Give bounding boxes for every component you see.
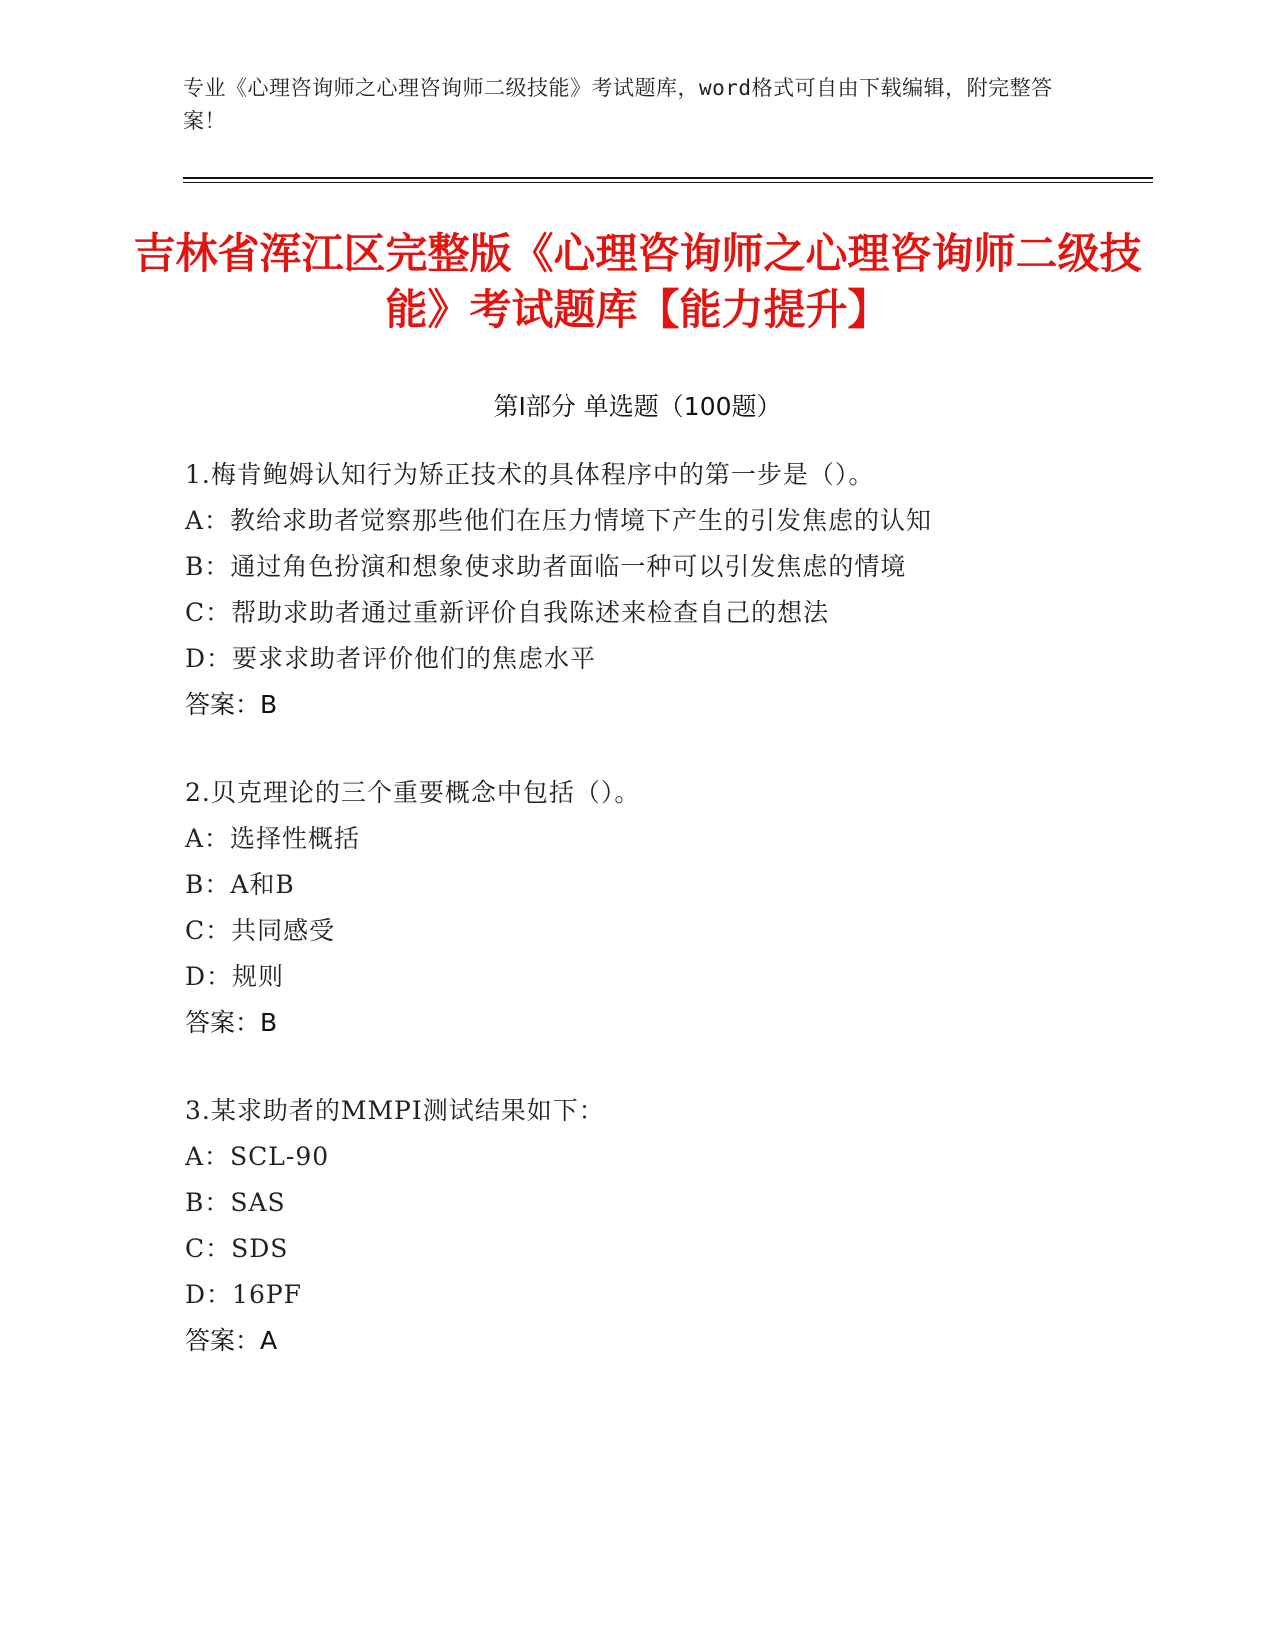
option-b: B：SAS [185,1188,286,1217]
question-3 [185,1088,1105,1364]
option-a: A：SCL-90 [185,1142,330,1171]
section-title: 第I部分 单选题（100题） [493,392,782,421]
document-title: 吉林省浑江区完整版《心理咨询师之心理咨询师二级技能》考试题库【能力提升】 [133,229,1142,334]
answer: 答案：B [185,690,278,719]
answer: 答案：B [185,1008,278,1037]
question-stem: 3.某求助者的MMPI测试结果如下： [185,1096,605,1125]
option-b: B：A和B [185,870,295,899]
header-divider-thin [183,182,1153,183]
answer: 答案：A [185,1326,278,1355]
option-a: A：选择性概括 [185,824,361,853]
option-a: A：教给求助者觉察那些他们在压力情境下产生的引发焦虑的认知 [185,506,933,535]
header-note: 专业《心理咨询师之心理咨询师二级技能》考试题库，word格式可自由下载编辑，附完整答案！ [183,76,1053,133]
option-c: C：共同感受 [185,916,336,945]
question-stem: 1.梅肯鲍姆认知行为矫正技术的具体程序中的第一步是（）。 [185,460,875,489]
option-d: D：要求求助者评价他们的焦虑水平 [185,644,597,673]
question-stem: 2.贝克理论的三个重要概念中包括（）。 [185,778,641,807]
question-1 [185,452,1105,728]
question-2 [185,770,1105,1046]
option-c: C：SDS [185,1234,289,1263]
option-d: D：16PF [185,1280,303,1309]
option-d: D：规则 [185,962,285,991]
header-divider-thick [183,177,1153,179]
option-b: B：通过角色扮演和想象使求助者面临一种可以引发焦虑的情境 [185,552,907,581]
option-c: C：帮助求助者通过重新评价自我陈述来检查自己的想法 [185,598,830,627]
